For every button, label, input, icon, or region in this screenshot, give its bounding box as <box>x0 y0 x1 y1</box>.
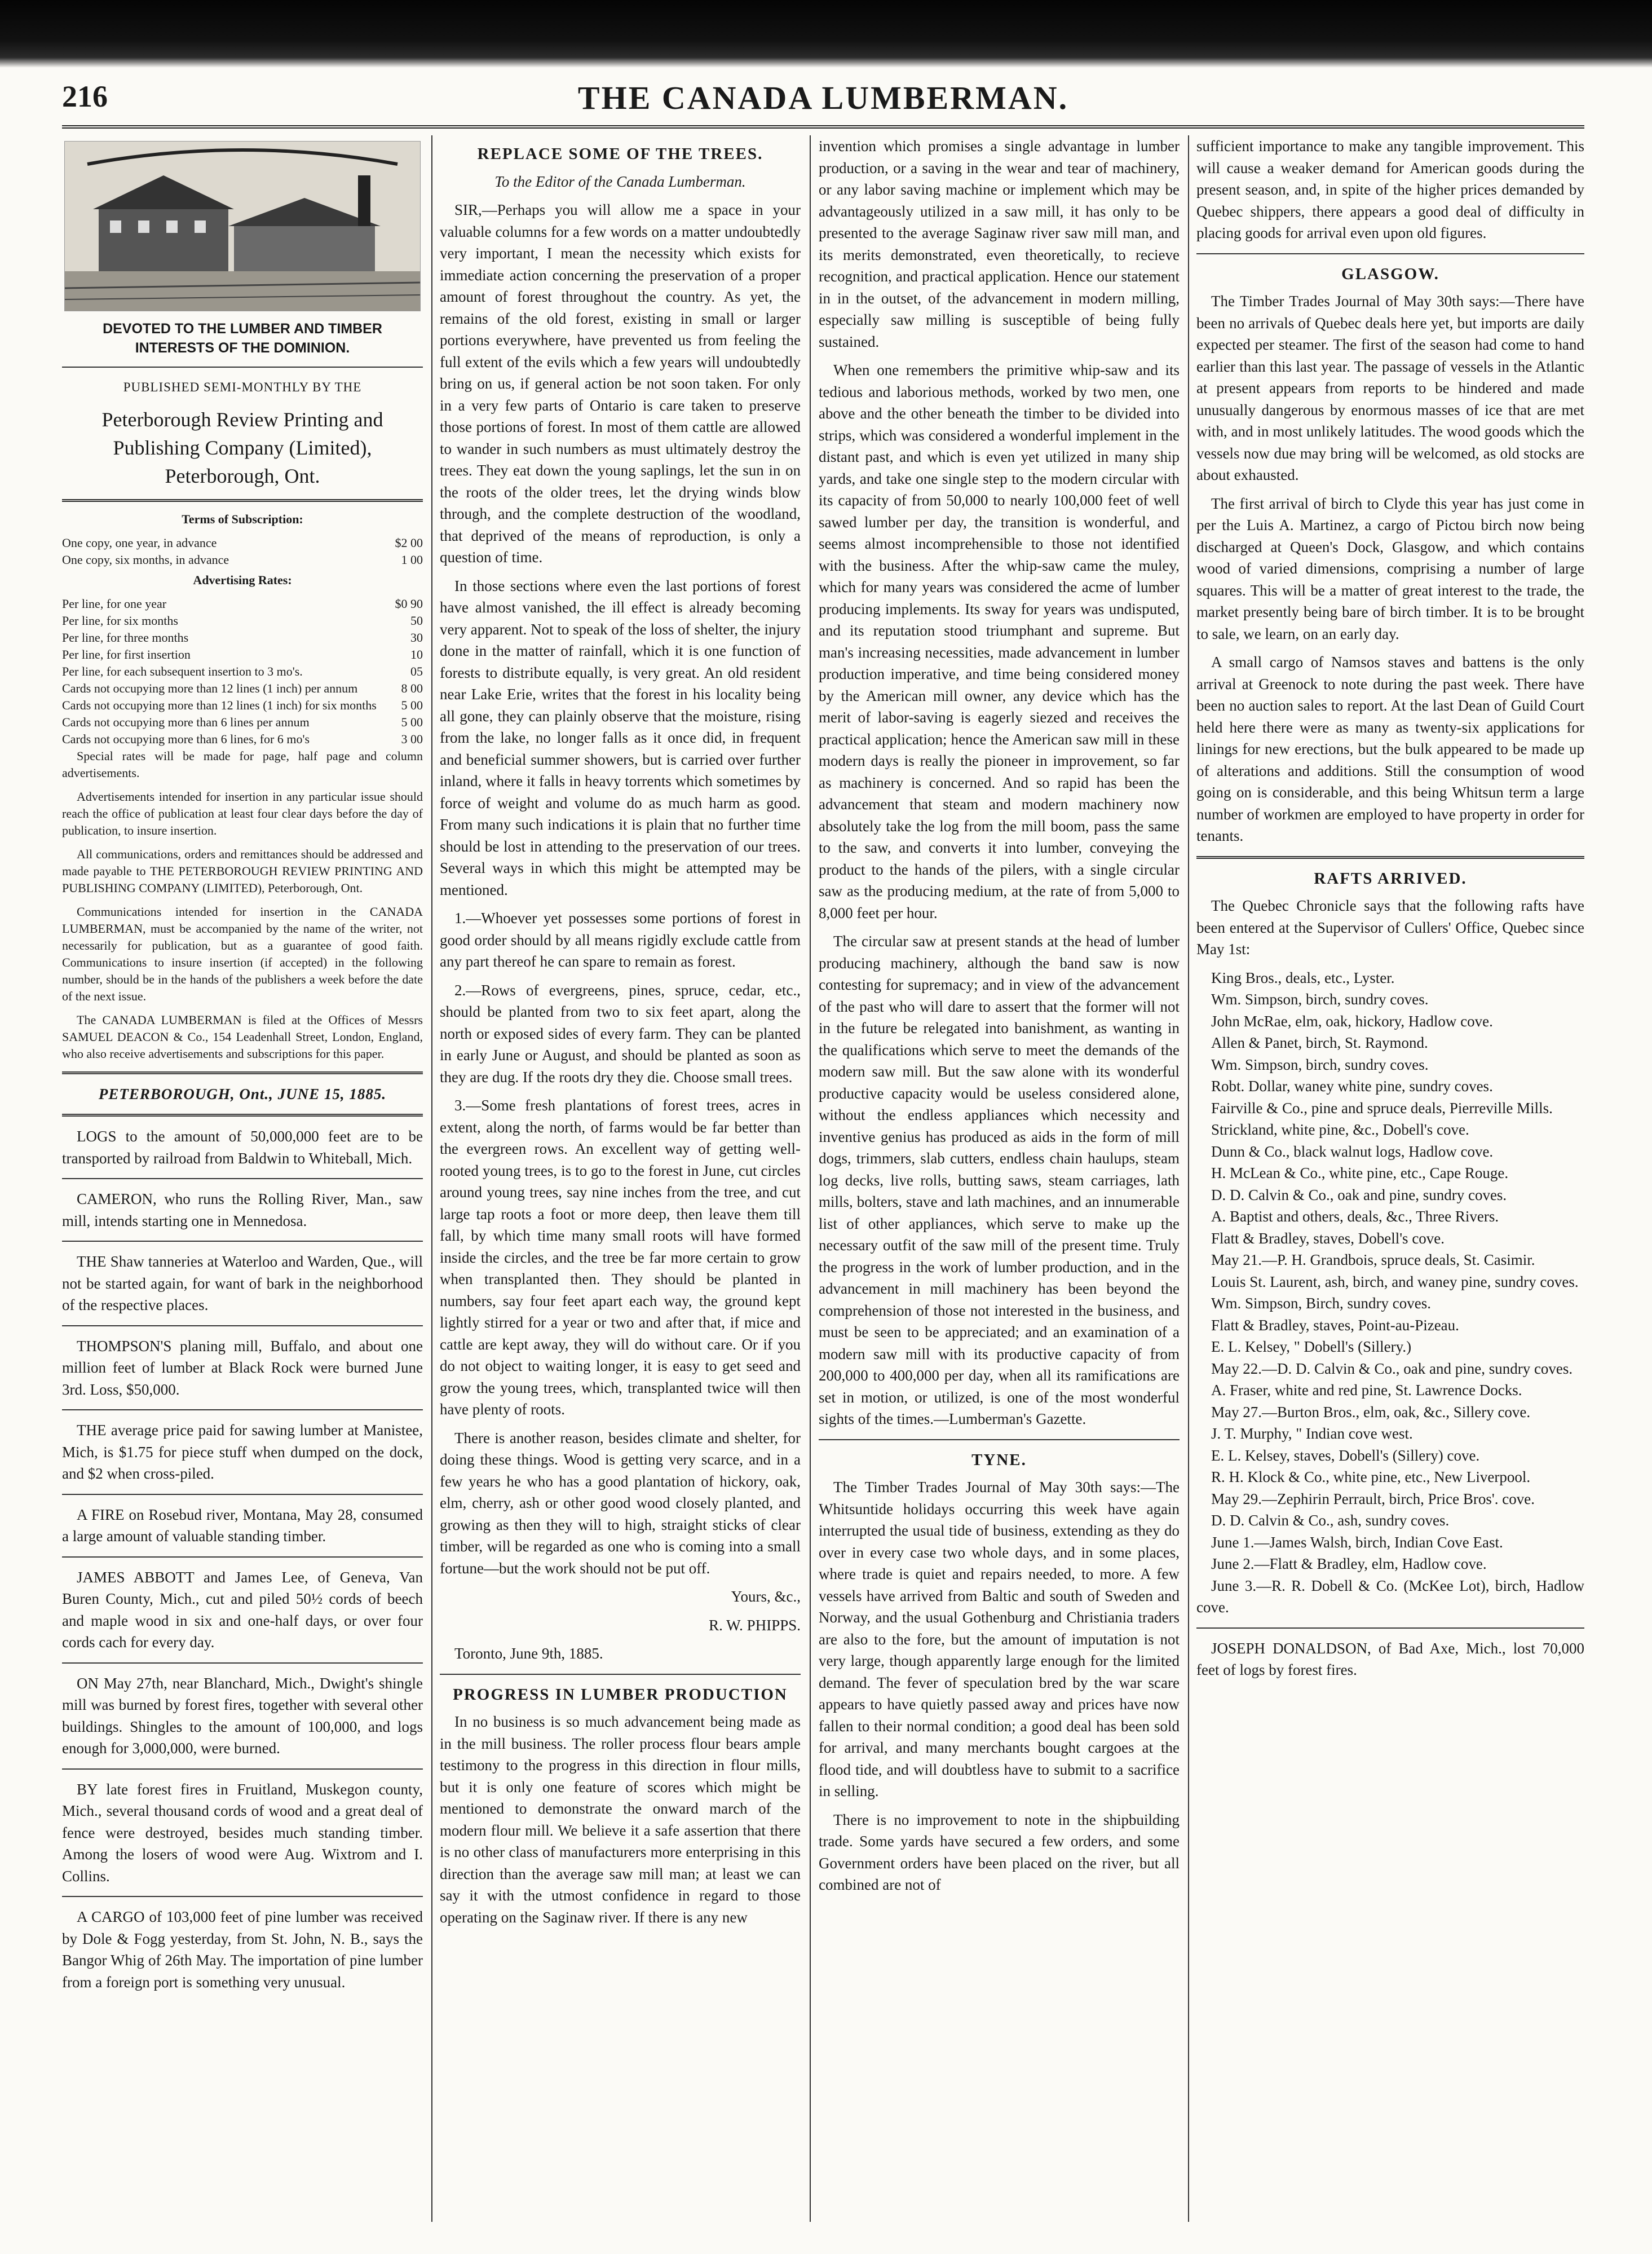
news-item: LOGS to the amount of 50,000,000 feet are to be transported by railroad from Baldwin to Whiteball, Mich. <box>62 1128 423 1167</box>
news-item: A FIRE on Rosebud river, Montana, May 28, consumed a large amount of valuable standing timber. <box>62 1506 423 1545</box>
rate-label: Cards not occupying more than 6 lines, for 6 mo's <box>62 731 310 746</box>
article-heading: GLASGOW. <box>1341 264 1439 283</box>
signature: R. W. PHIPPS. <box>709 1616 801 1634</box>
raft-entry: H. McLean & Co., white pine, etc., Cape Rouge. <box>1211 1165 1509 1181</box>
article-paragraph: SIR,—Perhaps you will allow me a space in your valuable columns for a few words on a matter undoubtedly very important, I mean the necessity which exists for immediate action concerning the preservation of a proper amount of forest throughout the country. As yet, the remains of the old forest, existing in small or larger portions everywhere, have prevented us from feeling the full extent of the evils which a few years will undoubtedly bring on us, if general action be not soon taken. For only in a very few parts of Ontario is care taken to preserve those portions of forest. In most of them cattle are allowed to wander in such numbers as must ultimately destroy the trees. They eat down the young saplings, let the sun in on the roots of the older trees, let the drying winds blow through, and the complete destruction of the woodland, that deprived of the means of reproduction, is only a question of time. <box>440 201 801 566</box>
rate-label: Per line, for each subsequent insertion to 3 mo's. <box>62 664 303 678</box>
raft-entry: A. Baptist and others, deals, &c., Three Rivers. <box>1211 1208 1499 1225</box>
divider <box>62 1896 423 1897</box>
column-3 <box>819 135 1180 2222</box>
column-2 <box>440 135 801 2222</box>
rate-label: Per line, for one year <box>62 596 167 611</box>
column-1 <box>62 135 423 2222</box>
news-item: JOSEPH DONALDSON, of Bad Axe, Mich., lost 70,000 feet of logs by forest fires. <box>1196 1639 1584 1678</box>
article-paragraph: There is another reason, besides climate and shelter, for doing these things. Wood is getting very scarce, and in a few years he who has a good plantation of hickory, oak, elm, cherry, ash or other good wood closely planted, and growing as then they will to high, straight sticks of clear timber, will be regarded as one who is coming into a small fortune—but the work should not be put off. <box>440 1429 801 1577</box>
divider <box>62 1662 423 1664</box>
news-item: JAMES ABBOTT and James Lee, of Geneva, Van Buren County, Mich., cut and piled 50½ cords of beech and maple wood in six and one-half days, or over four cords cach for every day. <box>62 1568 423 1651</box>
raft-entry: E. L. Kelsey, " Dobell's (Sillery.) <box>1211 1338 1412 1355</box>
rate-label: Per line, for first insertion <box>62 647 191 661</box>
closing: Yours, &c., <box>731 1588 801 1605</box>
article-paragraph: The Timber Trades Journal of May 30th says:—There have been no arrivals of Quebec deals here yet, but imports are daily expected per steamer. The first of the season had come to hand earlier than this last year. The passage of vessels in the Atlantic at present appears from reports to be hindered and made unusually dangerous by enormous masses of ice that are met with, and in most unlikely latitudes. The wood goods which the vessels now due may bring will be welcomed, as old stocks are about exhausted. <box>1196 293 1584 483</box>
article-paragraph: There is no improvement to note in the shipbuilding trade. Some yards have secured a few orders, and some Government orders have been placed on the river, but all combined are not of <box>819 1811 1180 1893</box>
raft-entry: D. D. Calvin & Co., ash, sundry coves. <box>1211 1512 1450 1529</box>
divider <box>62 1178 423 1179</box>
divider <box>1196 856 1584 859</box>
publisher-name: Peterborough Review Printing and Publishing Company (Limited), Peterborough, Ont. <box>101 408 383 487</box>
news-item: THOMPSON'S planing mill, Buffalo, and about one million feet of lumber at Black Rock were burned June 3rd. Loss, $50,000. <box>62 1337 423 1398</box>
raft-entry: June 1.—James Walsh, birch, Indian Cove East. <box>1211 1533 1503 1551</box>
rate-amount: 30 <box>410 630 423 645</box>
rate-row <box>62 731 423 748</box>
raft-entry: Wm. Simpson, birch, sundry coves. <box>1211 991 1429 1008</box>
raft-entry: Robt. Dollar, waney white pine, sundry coves. <box>1211 1078 1493 1095</box>
raft-entry: June 2.—Flatt & Bradley, elm, Hadlow cove. <box>1211 1555 1487 1572</box>
raft-entry: May 27.—Burton Bros., elm, oak, &c., Sillery cove. <box>1211 1403 1531 1421</box>
article-heading: PROGRESS IN LUMBER PRODUCTION <box>453 1685 788 1704</box>
rate-amount: $0 90 <box>395 596 423 611</box>
scan-border <box>0 0 1652 68</box>
raft-entry: E. L. Kelsey, staves, Dobell's (Sillery) cove. <box>1211 1446 1480 1464</box>
notice: Special rates will be made for page, half page and column advertisements. <box>62 748 423 780</box>
rate-amount: 1 00 <box>401 552 423 567</box>
column-divider <box>1188 135 1189 2222</box>
rate-row <box>62 680 423 697</box>
article-paragraph: A small cargo of Namsos staves and battens is the only arrival at Greenock to note during the past week. There have been no auction sales to report. At the last Dean of Guild Court held here there were as many as twenty-six applications for linings for new erections, but the bulk appeared to be made up of alterations and additions. Still the consumption of wood going on is considerable, and this being Whitsun term a large number of workmen are employed to have property in order for tenants. <box>1196 654 1584 844</box>
divider <box>62 1494 423 1495</box>
divider <box>62 1241 423 1242</box>
article-paragraph: In those sections where even the last portions of forest have almost vanished, the ill effect is already becoming very apparent. Not to speak of the loss of shelter, the injury done in the matter of rainfall, which it is one function of forests to distribute equally, is very great. An old resident near Lake Erie, writes that the forest in his locality being all gone, they can plainly observe that the moisture, rising from the lake, no longer falls as it once did, in frequent and beneficial summer showers, but is carried over further inland, where it falls in heavy torrents which sometimes by force of weight and volume do as much harm as good. From many such indications it is plain that no further time should be lost in attending to the preservation of our trees. Several ways in which this might be attempted may be mentioned. <box>440 577 801 898</box>
divider <box>819 1439 1180 1440</box>
article-paragraph: In no business is so much advancement being made as in the mill business. The roller process flour bears ample testimony to the progress in this direction in flour mills, but it is only one feature of scores which might be mentioned to demonstrate the onward march of the modern flour mill. We believe it a safe assertion that there is no other class of manufacturers more enterprising in this direction than the average saw mill man; at least we can say it with the utmost confidence in regard to those operating on the Saginaw river. If there is any new <box>440 1713 801 1926</box>
raft-entry: May 29.—Zephirin Perrault, birch, Price Bros'. cove. <box>1211 1490 1535 1507</box>
terms-row <box>62 535 423 552</box>
raft-entry: Flatt & Bradley, staves, Dobell's cove. <box>1211 1229 1445 1247</box>
advertising-heading: Advertising Rates: <box>193 572 292 587</box>
rate-label: Cards not occupying more than 12 lines (1 inch) for six months <box>62 698 377 712</box>
article-paragraph: 2.—Rows of evergreens, pines, spruce, cedar, etc., should be planted from two to six feet apart, along the north or exposed sides of every farm. They can be planted in early June or August, and should be planted as soon as they are dug. If the roots dry they die. Choose small trees. <box>440 981 801 1086</box>
rate-amount: 5 00 <box>401 698 423 712</box>
raft-entry: Wm. Simpson, Birch, sundry coves. <box>1211 1295 1431 1312</box>
rate-row <box>62 663 423 680</box>
rate-label: Per line, for six months <box>62 613 178 628</box>
notice: Advertisements intended for insertion in any particular issue should reach the office of publication at least four clear days before the day of publication, to insure insertion. <box>62 789 423 837</box>
salutation: To the Editor of the Canada Lumberman. <box>494 173 746 190</box>
news-item: CAMERON, who runs the Rolling River, Man., saw mill, intends starting one in Mennedosa. <box>62 1190 423 1229</box>
rate-row <box>62 629 423 646</box>
rate-amount: 8 00 <box>401 681 423 695</box>
rate-label: Cards not occupying more than 12 lines (1 inch) per annum <box>62 681 358 695</box>
article-paragraph: invention which promises a single advantage in lumber production, or a saving in the wear and tear of machinery, or any labor saving machine or implement which may be advantageously utilized in a saw mill, it has only to be presented to the average Saginaw river saw mill man, and its merits demonstrated, even theoretically, to recieve recognition, and practical application. Hence our statement in in the outset, of the advancement in modern milling, especially saw milling is susceptible of being fully sustained. <box>819 138 1180 350</box>
raft-entry: King Bros., deals, etc., Lyster. <box>1211 969 1395 986</box>
divider <box>62 1768 423 1770</box>
divider <box>62 367 423 368</box>
raft-entry: Strickland, white pine, &c., Dobell's cove. <box>1211 1121 1469 1138</box>
divider <box>1196 1627 1584 1629</box>
article-paragraph: The circular saw at present stands at the head of lumber producing machinery, although the band saw is now contesting for supremacy; and in view of the advancement of the past who will dare to assert that the former will not in the future be relegated into banishment, as wanting in the qualifications which serve to meet the demands of the modern saw mill. But the saw alone with its wonderful productive capacity would be useless considered alone, without the endless appliances which necessity and inventive genius has produced as aids in the form of mill dogs, trimmers, slab cutters, endless chain haulups, steam log decks, live rolls, butting saws, steam carriages, lath mills, bolters, stave and lath machines, and an innumerable list of other appliances, which serve to make up the necessary outfit of the saw mill of the present time. Truly the progress in the work of lumber production, and in the advancement in mill machinery has been beyond the comprehension of those not interested in the business, and must be seen to be appreciated; and an examination of a modern saw mill with its productive capacity of from 200,000 to 400,000 per day, when all its ramifications are set in motion, or utilized, is one of the most wonderful sights of the times.—Lumberman's Gazette. <box>819 933 1180 1427</box>
article-paragraph: 1.—Whoever yet possesses some portions of forest in good order should by all means rigidly exclude cattle from any part thereof he can spare to remain as forest. <box>440 910 801 970</box>
sawmill-illustration-icon <box>65 142 420 311</box>
rate-row <box>62 697 423 714</box>
article-paragraph: sufficient importance to make any tangible improvement. This will cause a weaker demand for American goods during the present season, and, in spite of the higher prices demanded by Quebec shippers, there appears a good deal of difficulty in placing goods for arrival even upon old figures. <box>1196 138 1584 241</box>
divider <box>62 1071 423 1074</box>
raft-entry: John McRae, elm, oak, hickory, Hadlow cove. <box>1211 1012 1493 1030</box>
rate-amount: 3 00 <box>401 731 423 746</box>
column-divider <box>810 135 811 2222</box>
rate-label: One copy, one year, in advance <box>62 535 217 550</box>
dateline: PETERBOROUGH, Ont., JUNE 15, 1885. <box>98 1085 387 1102</box>
place-date: Toronto, June 9th, 1885. <box>454 1645 603 1662</box>
masthead-logo <box>64 141 421 311</box>
rate-amount: 10 <box>410 647 423 661</box>
news-item: BY late forest fires in Fruitland, Muskegon county, Mich., several thousand cords of wood and a great deal of fence were destroyed, besides much standing timber. Among the losers of wood were Aug. Wixtrom and I. Collins. <box>62 1780 423 1885</box>
raft-entry: June 3.—R. R. Dobell & Co. (McKee Lot), birch, Hadlow cove. <box>1196 1577 1584 1616</box>
notice: The CANADA LUMBERMAN is filed at the Offices of Messrs SAMUEL DEACON & Co., 154 Leadenhall Street, London, England, who also receive advertisements and subscriptions for this paper. <box>62 1012 423 1061</box>
page-number: 216 <box>62 80 108 113</box>
article-paragraph: The Quebec Chronicle says that the following rafts have been entered at the Supervisor of Cullers' Office, Quebec since May 1st: <box>1196 897 1584 958</box>
notice: Communications intended for insertion in the CANADA LUMBERMAN, must be accompanied by the name of the writer, not necessarily for publication, but as a guarantee of good faith. Communications to insure insertion (if accepted) in the following number, should be in the hands of the publishers a week before the date of the next issue. <box>62 904 423 1003</box>
news-item: THE Shaw tanneries at Waterloo and Warden, Que., will not be started again, for want of bark in the neighborhood of the respective places. <box>62 1253 423 1313</box>
notice: All communications, orders and remittances should be addressed and made payable to THE PETERBOROUGH REVIEW PRINTING AND PUBLISHING COMPANY (LIMITED), Peterborough, Ont. <box>62 846 423 895</box>
article-heading: TYNE. <box>971 1450 1027 1469</box>
header-rule <box>62 125 1584 129</box>
raft-entry: Allen & Panet, birch, St. Raymond. <box>1211 1034 1428 1051</box>
published-by: PUBLISHED SEMI-MONTHLY BY THE <box>123 380 362 394</box>
article-heading: RAFTS ARRIVED. <box>1314 869 1467 888</box>
raft-entry: D. D. Calvin & Co., oak and pine, sundry coves. <box>1211 1186 1507 1203</box>
divider <box>62 1325 423 1326</box>
rate-amount: $2 00 <box>395 535 423 550</box>
article-paragraph: When one remembers the primitive whip-saw and its tedious and laborious methods, worked by two men, one above and the other beneath the timber to be divided into strips, which was considered a wonderful implement in the distant past, and which is even yet utilized in many ship yards, and take one single step to the modern circular with its capacity of from 50,000 to nearly 100,000 feet of well sawed lumber per day, the transition is wonderful, and seems almost incomprehensible to those not identified with the business. After the whip-saw came the muley, which for many years was considered the acme of lumber producing implements. Its sway for years was undisputed, and its reputation stood triumphant and supreme. But man's increasing necessities, made advancement in lumber production imperative, and time being considered money by the American mill owner, any device which has the merit of labor-saving is eagerly siezed and receives the practical application; hence the American saw mill in these modern days is really the pioneer in improvement, so far as machinery is concerned. And so rapid has been the advancement that steam and modern machinery now absolutely take the log from the mill boom, pass the same to the saw, and converts it into lumber, conveying the product to the hands of the pilers, with a single circular saw as the producing medium, at the rate of from 5,000 to 8,000 feet per hour. <box>819 361 1180 921</box>
raft-entry: J. T. Murphy, " Indian cove west. <box>1211 1425 1413 1442</box>
rate-row <box>62 612 423 629</box>
rate-label: One copy, six months, in advance <box>62 552 229 567</box>
rate-label: Cards not occupying more than 6 lines per annum <box>62 714 310 729</box>
rate-row <box>62 596 423 612</box>
rate-amount: 05 <box>410 664 423 678</box>
news-item: THE average price paid for sawing lumber at Manistee, Mich, is $1.75 for piece stuff when dumped on the dock, and $2 when cross-piled. <box>62 1422 423 1482</box>
raft-entry: A. Fraser, white and red pine, St. Lawrence Docks. <box>1211 1382 1522 1399</box>
raft-entry: May 22.—D. D. Calvin & Co., oak and pine, sundry coves. <box>1211 1360 1573 1377</box>
page-header <box>62 79 1584 124</box>
divider <box>440 1674 801 1675</box>
masthead-title: THE CANADA LUMBERMAN. <box>577 80 1069 116</box>
divider <box>62 499 423 502</box>
news-item: ON May 27th, near Blanchard, Mich., Dwight's shingle mill was burned by forest fires, together with several other buildings. Shingles to the amount of 100,000, and logs enough for 3,000,000, were burned. <box>62 1674 423 1757</box>
raft-entry: Wm. Simpson, birch, sundry coves. <box>1211 1056 1429 1073</box>
article-paragraph: The Timber Trades Journal of May 30th says:—The Whitsuntide holidays occurring this week have again interrupted the usual tide of business, extending as they do over in every case two whole days, and in some places, where trade is quiet and repairs needed, to more. A few vessels have arrived from Baltic and south of Sweden and Norway, and the usual Gothenburg and Christiania traders are also to the fore, but the amount of imputation is not very large, though apparently large enough for the limited demand. The fever of speculation bred by the war scare appears to have quietly passed away and prices have now fallen to their normal condition; a good deal has been sold for arrival, and many merchants bought cargoes at the flood tide, and will doubtless have to submit to a sacrifice in selling. <box>819 1479 1180 1799</box>
divider <box>1196 253 1584 254</box>
divider <box>62 1409 423 1410</box>
raft-entry: May 21.—P. H. Grandbois, spruce deals, St. Casimir. <box>1211 1251 1535 1268</box>
column-divider <box>431 135 432 2222</box>
raft-entry: R. H. Klock & Co., white pine, etc., New Liverpool. <box>1211 1468 1531 1485</box>
raft-entry: Fairville & Co., pine and spruce deals, Pierreville Mills. <box>1211 1099 1553 1117</box>
rate-amount: 5 00 <box>401 714 423 729</box>
rate-amount: 50 <box>410 613 423 628</box>
column-4 <box>1196 135 1584 2222</box>
terms-heading: Terms of Subscription: <box>182 511 303 526</box>
divider <box>62 1114 423 1117</box>
rate-label: Per line, for three months <box>62 630 189 645</box>
tagline: DEVOTED TO THE LUMBER AND TIMBER INTERESTS OF THE DOMINION. <box>103 321 382 356</box>
raft-entry: Louis St. Laurent, ash, birch, and waney pine, sundry coves. <box>1211 1273 1579 1290</box>
news-item: A CARGO of 103,000 feet of pine lumber was received by Dole & Fogg yesterday, from St. John, N. B., says the Bangor Whig of 26th May. The importation of pine lumber from a foreign port is something very unusual. <box>62 1908 423 1991</box>
rate-row <box>62 646 423 663</box>
divider <box>62 1556 423 1558</box>
article-paragraph: 3.—Some fresh plantations of forest trees, acres in extent, along the north, of farms would be far better than the evergreen rows. An excellent way of getting well-rooted young trees, is to go to the forest in June, cut circles around young trees, say nine inches from the tree, and cut large tap roots a foot or more deep, then leave them till fall, by which time many small roots will have formed inside the circles, and the tree be far more certain to grow when transplanted then. They should be planted in numbers, say four feet apart each way, the ground kept lightly stirred for a year or two and after that, if mice and cattle are kept away, they will do without care. Or if you do not object to waiting longer, it is easy to get seed and grow the young trees, which, transplanted twice will then have plenty of roots. <box>440 1097 801 1418</box>
article-paragraph: The first arrival of birch to Clyde this year has just come in per the Luis A. Martinez, a cargo of Pictou birch now being discharged at Queen's Dock, Glasgow, and which contains wood of varied dimensions, comprising a number of large squares. This will be a matter of great interest to the trade, the market presently being bare of birch timber. It is to be brought to sale, we learn, on an early day. <box>1196 495 1584 642</box>
raft-entry: Flatt & Bradley, staves, Point-au-Pizeau. <box>1211 1316 1459 1334</box>
terms-row <box>62 552 423 568</box>
raft-entry: Dunn & Co., black walnut logs, Hadlow cove. <box>1211 1143 1494 1160</box>
article-heading: REPLACE SOME OF THE TREES. <box>477 145 763 163</box>
rate-row <box>62 714 423 731</box>
